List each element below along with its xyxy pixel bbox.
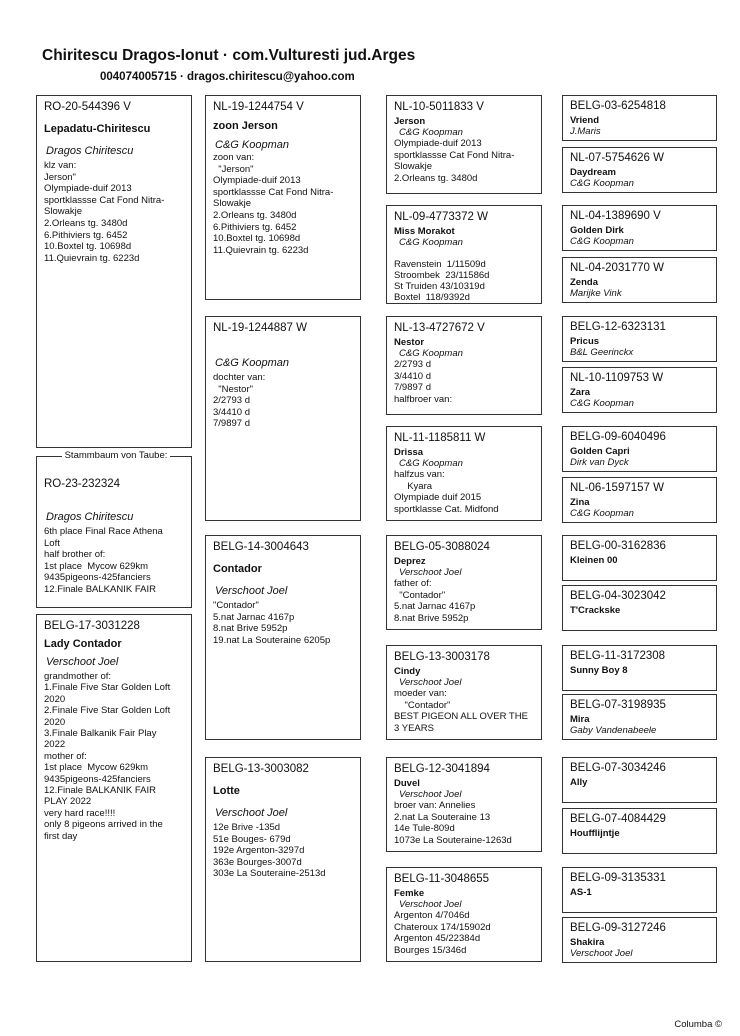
pigeon-details: dochter van: "Nestor" 2/2793 d 3/4410 d 7/9897 d bbox=[213, 372, 266, 430]
pigeon-details: halfzus van: Kyara Olympiade duif 2015 sportklasse Cat. Midfond bbox=[394, 469, 499, 515]
pigeon-name: Contador bbox=[213, 563, 262, 575]
pigeon-name: Drissa bbox=[394, 447, 424, 458]
gen1-pigeon-card bbox=[205, 757, 361, 962]
pigeon-ring-number: NL-19-1244887 W bbox=[213, 322, 307, 334]
pigeon-breeder: C&G Koopman bbox=[399, 127, 463, 138]
gen3-pigeon-card bbox=[562, 867, 717, 913]
pigeon-breeder: C&G Koopman bbox=[570, 178, 634, 189]
pigeon-ring-number: NL-10-1109753 W bbox=[570, 372, 664, 384]
pigeon-breeder: C&G Koopman bbox=[399, 237, 463, 248]
pigeon-breeder: Verschoot Joel bbox=[215, 585, 288, 597]
pigeon-breeder: Verschoot Joel bbox=[399, 899, 462, 910]
pigeon-details: 12e Brive -135d 51e Bouges- 679d 192e Argenton-3297d 363e Bourges-3007d 303e La Souteraine-2513d bbox=[213, 822, 326, 880]
pigeon-ring-number: BELG-07-4084429 bbox=[570, 813, 666, 825]
pigeon-name: zoon Jerson bbox=[213, 120, 278, 132]
pigeon-details: 6th place Final Race Athena Loft half brother of: 1st place Mycow 629km 9435pigeons-425fanciers 12.Finale BALKANIK FAIR bbox=[44, 526, 163, 595]
pigeon-ring-number: BELG-11-3048655 bbox=[394, 873, 490, 885]
pigeon-ring-number: BELG-00-3162836 bbox=[570, 540, 666, 552]
gen3-pigeon-card bbox=[562, 147, 717, 193]
pigeon-breeder: C&G Koopman bbox=[399, 458, 463, 469]
pigeon-ring-number: BELG-12-6323131 bbox=[570, 321, 666, 333]
pigeon-ring-number: BELG-11-3172308 bbox=[570, 650, 666, 662]
gen2-pigeon-card bbox=[386, 867, 542, 962]
pedigree-legend bbox=[40, 450, 192, 461]
pedigree-legend-text: Stammbaum von Taube: bbox=[62, 450, 171, 461]
pigeon-details: Ravenstein 1/11509d Stroombek 23/11586d St Truiden 43/10319d Boxtel 118/9392d bbox=[394, 259, 490, 303]
pigeon-ring-number: RO-23-232324 bbox=[44, 478, 121, 490]
gen3-pigeon-card bbox=[562, 477, 717, 523]
gen3-pigeon-card bbox=[562, 917, 717, 963]
pigeon-ring-number: BELG-13-3003082 bbox=[213, 763, 309, 775]
pigeon-name: Lady Contador bbox=[44, 638, 122, 650]
gen1-pigeon-card bbox=[205, 535, 361, 740]
pigeon-details: broer van: Annelies 2.nat La Souteraine 13 14e Tule-809d 1073e La Souteraine-1263d bbox=[394, 800, 512, 846]
pigeon-name: Pricus bbox=[570, 336, 600, 347]
pigeon-breeder: B&L Geerinckx bbox=[570, 347, 634, 358]
pigeon-details: 2/2793 d 3/4410 d 7/9897 d halfbroer van: bbox=[394, 359, 453, 405]
pigeon-breeder: J.Maris bbox=[570, 126, 601, 137]
gen3-pigeon-card bbox=[562, 95, 717, 141]
pigeon-name: Shakira bbox=[570, 937, 605, 948]
pigeon-details: klz van: Jerson" Olympiade-duif 2013 sportklassse Cat Fond Nitra- Slowakje 2.Orleans tg. 3480d 6.Pithiviers tg. 6452 10.Boxtel tg. 10698d 11.Quievrain tg. 6223d bbox=[44, 160, 165, 264]
pigeon-breeder: C&G Koopman bbox=[570, 236, 634, 247]
gen1-pigeon-card bbox=[205, 316, 361, 521]
gen2-pigeon-card bbox=[386, 95, 542, 194]
gen2-pigeon-card bbox=[386, 535, 542, 630]
pigeon-ring-number: NL-04-1389690 V bbox=[570, 210, 661, 222]
pigeon-ring-number: BELG-05-3088024 bbox=[394, 541, 490, 553]
gen3-pigeon-card bbox=[562, 757, 717, 803]
pigeon-name: Cindy bbox=[394, 666, 421, 677]
pigeon-details: zoon van: "Jerson" Olympiade-duif 2013 sportklassse Cat Fond Nitra- Slowakje 2.Orleans tg. 3480d 6.Pithiviers tg. 6452 10.Boxtel tg. 10698d 11.Quievrain tg. 6223d bbox=[213, 152, 334, 256]
pigeon-breeder: C&G Koopman bbox=[215, 139, 289, 151]
pigeon-breeder: Verschoot Joel bbox=[399, 789, 462, 800]
pigeon-name: Ally bbox=[570, 777, 588, 788]
pigeon-breeder: Verschoot Joel bbox=[399, 677, 462, 688]
gen3-pigeon-card bbox=[562, 694, 717, 740]
pigeon-ring-number: BELG-07-3198935 bbox=[570, 699, 666, 711]
pigeon-ring-number: NL-07-5754626 W bbox=[570, 152, 664, 164]
pigeon-breeder: Gaby Vandenabeele bbox=[570, 725, 657, 736]
gen2-pigeon-card bbox=[386, 757, 542, 852]
gen3-pigeon-card bbox=[562, 535, 717, 581]
pigeon-name: AS-1 bbox=[570, 887, 592, 898]
pigeon-name: Zenda bbox=[570, 277, 598, 288]
pigeon-breeder: C&G Koopman bbox=[399, 348, 463, 359]
subject-pigeon-card bbox=[36, 95, 192, 448]
pigeon-ring-number: BELG-13-3003178 bbox=[394, 651, 490, 663]
pigeon-breeder: Verschoot Joel bbox=[399, 567, 462, 578]
gen3-pigeon-card bbox=[562, 367, 717, 413]
pigeon-name: Lotte bbox=[213, 785, 240, 797]
pigeon-ring-number: BELG-12-3041894 bbox=[394, 763, 490, 775]
gen3-pigeon-card bbox=[562, 645, 717, 691]
breeder-contact-line: 004074005715 · dragos.chiritescu@yahoo.com bbox=[100, 71, 355, 83]
pigeon-name: Zara bbox=[570, 387, 591, 398]
pigeon-name: Femke bbox=[394, 888, 425, 899]
pigeon-name: Mira bbox=[570, 714, 590, 725]
gen2-pigeon-card bbox=[386, 316, 542, 415]
pigeon-breeder: Verschoot Joel bbox=[570, 948, 633, 959]
pigeon-breeder: C&G Koopman bbox=[570, 508, 634, 519]
gen3-pigeon-card bbox=[562, 585, 717, 631]
pigeon-breeder: Marijke Vink bbox=[570, 288, 622, 299]
pigeon-name: Golden Capri bbox=[570, 446, 630, 457]
pigeon-ring-number: NL-19-1244754 V bbox=[213, 101, 304, 113]
software-credit: Columba © bbox=[674, 1019, 722, 1030]
pigeon-name: Jerson bbox=[394, 116, 426, 127]
breeder-name-heading: Chiritescu Dragos-Ionut · com.Vulturesti jud.Arges bbox=[42, 47, 416, 64]
pigeon-name: Lepadatu-Chiritescu bbox=[44, 123, 151, 135]
pigeon-name: Nestor bbox=[394, 337, 425, 348]
pigeon-details: grandmother of: 1.Finale Five Star Golden Loft 2020 2.Finale Five Star Golden Loft 2020 3.Finale Balkanik Fair Play 2022 mother of: 1st place Mycow 629km 9435pigeons-425fanciers 12.Finale BALKANIK FAIR PLAY 2022 very hard race!!!! only 8 pigeons arrived in the first day bbox=[44, 671, 171, 842]
pigeon-details: Olympiade-duif 2013 sportklassse Cat Fond Nitra- Slowakje 2.Orleans tg. 3480d bbox=[394, 138, 515, 184]
pigeon-ring-number: BELG-09-3135331 bbox=[570, 872, 666, 884]
pigeon-breeder: Verschoot Joel bbox=[46, 656, 119, 668]
gen2-pigeon-card bbox=[386, 426, 542, 521]
pigeon-breeder: Verschoot Joel bbox=[215, 807, 288, 819]
pigeon-name: Golden Dirk bbox=[570, 225, 624, 236]
pigeon-details: father of: "Contador" 5.nat Jarnac 4167p 8.nat Brive 5952p bbox=[394, 578, 476, 624]
pigeon-ring-number: NL-09-4773372 W bbox=[394, 211, 488, 223]
gen2-pigeon-card bbox=[386, 645, 542, 740]
dam-pigeon-card bbox=[36, 614, 192, 962]
pigeon-ring-number: BELG-09-3127246 bbox=[570, 922, 666, 934]
pigeon-ring-number: NL-13-4727672 V bbox=[394, 322, 485, 334]
gen3-pigeon-card bbox=[562, 205, 717, 251]
gen3-pigeon-card bbox=[562, 257, 717, 303]
gen3-pigeon-card bbox=[562, 316, 717, 362]
pigeon-ring-number: RO-20-544396 V bbox=[44, 101, 131, 113]
pigeon-ring-number: NL-11-1185811 W bbox=[394, 432, 486, 444]
pigeon-ring-number: BELG-07-3034246 bbox=[570, 762, 666, 774]
pigeon-name: Miss Morakot bbox=[394, 226, 455, 237]
pigeon-name: Duvel bbox=[394, 778, 420, 789]
pigeon-ring-number: NL-10-5011833 V bbox=[394, 101, 484, 113]
pigeon-ring-number: BELG-17-3031228 bbox=[44, 620, 140, 632]
pigeon-breeder: C&G Koopman bbox=[215, 357, 289, 369]
pigeon-breeder: C&G Koopman bbox=[570, 398, 634, 409]
pigeon-name: T'Crackske bbox=[570, 605, 621, 616]
pigeon-ring-number: NL-04-2031770 W bbox=[570, 262, 664, 274]
gen1-pigeon-card bbox=[205, 95, 361, 300]
pigeon-ring-number: BELG-04-3023042 bbox=[570, 590, 666, 602]
pigeon-details: Argenton 4/7046d Chateroux 174/15902d Argenton 45/22384d Bourges 15/346d bbox=[394, 910, 491, 956]
pigeon-ring-number: BELG-09-6040496 bbox=[570, 431, 666, 443]
pigeon-name: Sunny Boy 8 bbox=[570, 665, 628, 676]
pigeon-details: moeder van: "Contador" BEST PIGEON ALL OVER THE 3 YEARS bbox=[394, 688, 528, 734]
gen3-pigeon-card bbox=[562, 426, 717, 472]
pigeon-name: Deprez bbox=[394, 556, 426, 567]
pigeon-name: Kleinen 00 bbox=[570, 555, 618, 566]
pigeon-name: Daydream bbox=[570, 167, 616, 178]
pigeon-name: Vriend bbox=[570, 115, 600, 126]
pigeon-ring-number: BELG-14-3004643 bbox=[213, 541, 309, 553]
pigeon-breeder: Dragos Chiritescu bbox=[46, 145, 134, 157]
pigeon-breeder: Dirk van Dyck bbox=[570, 457, 629, 468]
partner-pigeon-card bbox=[36, 456, 192, 608]
gen2-pigeon-card bbox=[386, 205, 542, 304]
pigeon-details: "Contador" 5.nat Jarnac 4167p 8.nat Brive 5952p 19.nat La Souteraine 6205p bbox=[213, 600, 331, 646]
pigeon-ring-number: NL-06-1597157 W bbox=[570, 482, 664, 494]
pigeon-name: Zina bbox=[570, 497, 590, 508]
pigeon-breeder: Dragos Chiritescu bbox=[46, 511, 134, 523]
pigeon-ring-number: BELG-03-6254818 bbox=[570, 100, 666, 112]
gen3-pigeon-card bbox=[562, 808, 717, 854]
pigeon-name: Houfflijntje bbox=[570, 828, 620, 839]
